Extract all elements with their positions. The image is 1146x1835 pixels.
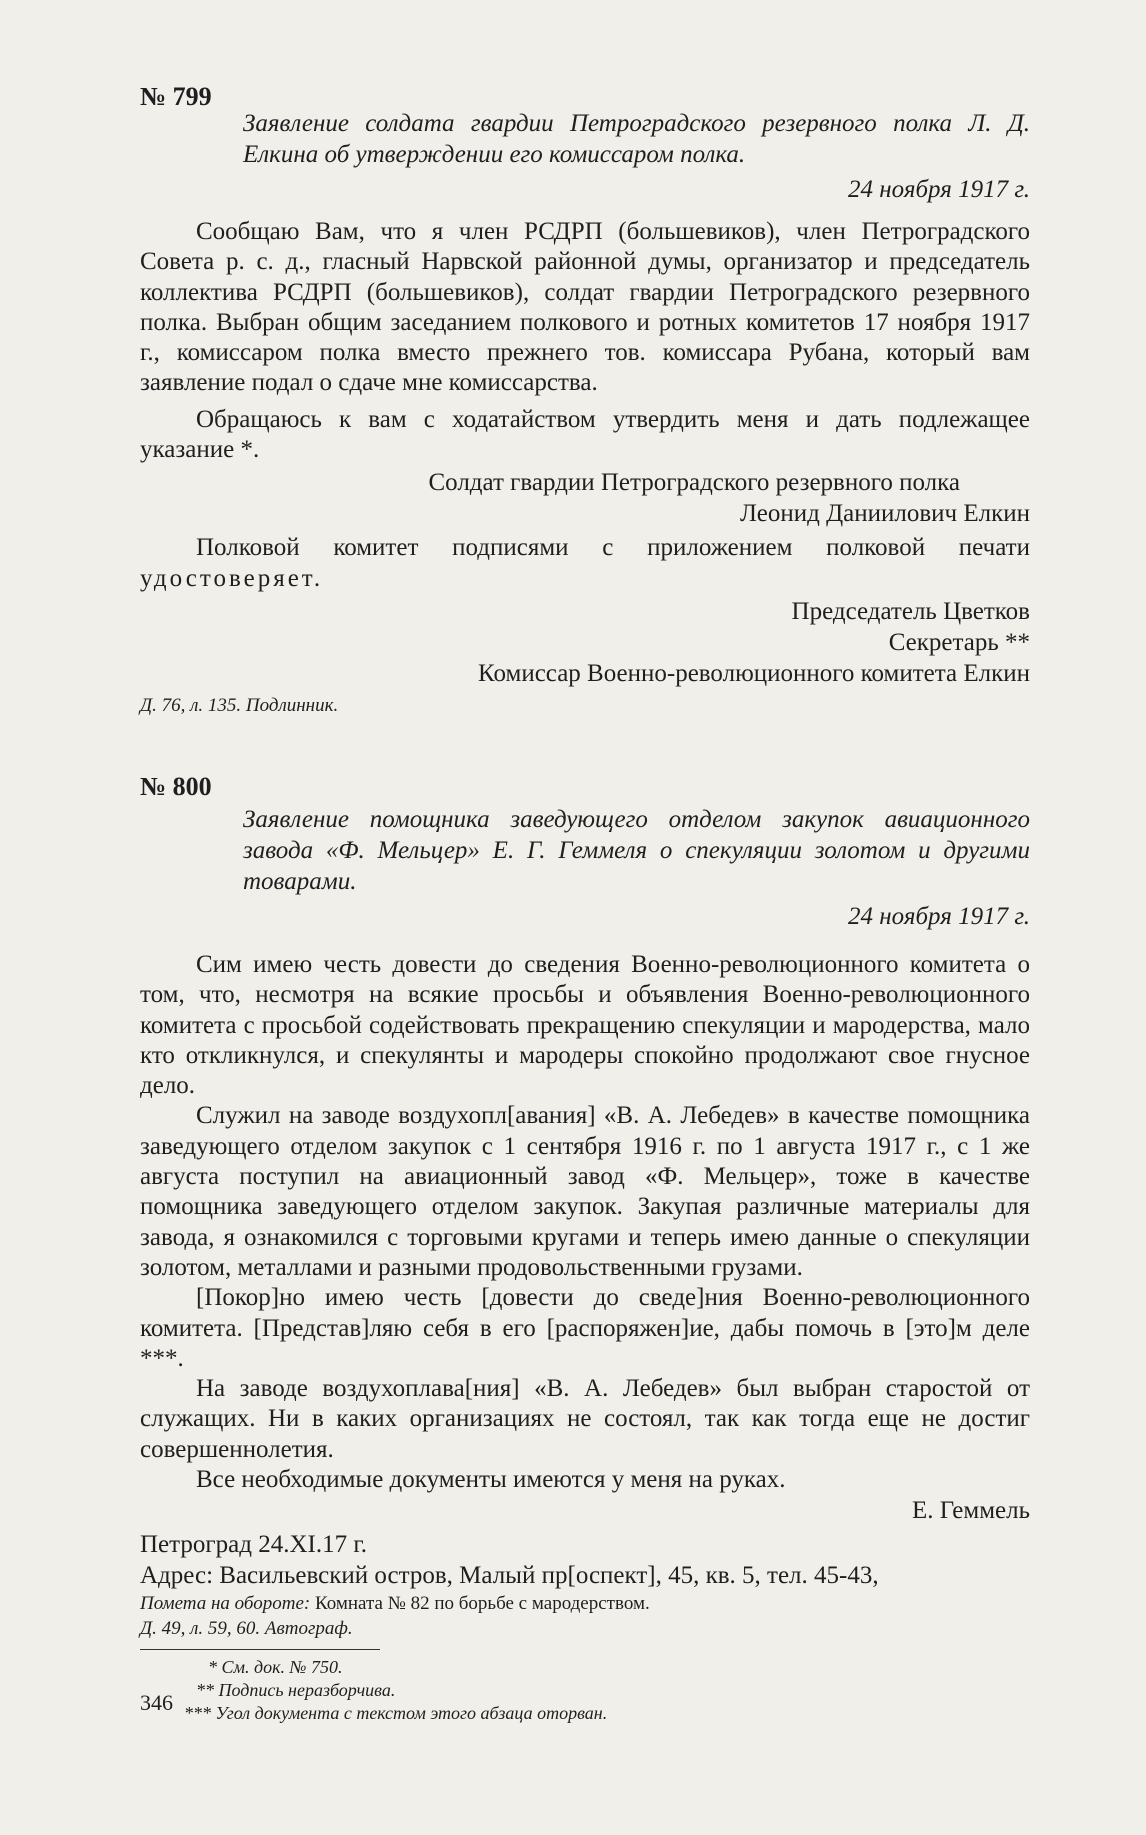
doc-799-paragraph-3-text: Полковой комитет подписями с приложением полковой печати — [196, 534, 1030, 562]
doc-799-date: 24 ноября 1917 г. — [848, 176, 1030, 203]
doc-800-paragraph-5: Все необходимые документы имеются у меня на руках. — [196, 1466, 786, 1494]
doc-800-address: Адрес: Васильевский остров, Малый пр[оспект], 45, кв. 5, тел. 45-43, — [140, 1561, 879, 1589]
doc-799-source: Д. 76, л. 135. Подлинник. — [140, 694, 339, 716]
doc-800-signature: Е. Геммель — [911, 1497, 1030, 1525]
doc-799-paragraph-3 — [140, 533, 1030, 594]
doc-800-note — [140, 1591, 1030, 1616]
doc-799-signature-name: Леонид Даниилович Елкин — [739, 500, 1030, 528]
doc-800-date: 24 ноября 1917 г. — [848, 903, 1030, 930]
doc-799-title: Заявление солдата гвардии Петроградского резервного полка Л. Д. Елкина об утверждении его комиссаром полка. — [243, 110, 1030, 168]
doc-800-title: Заявление помощника заведующего отделом закупок авиационного завода «Ф. Мельцер» Е. Г. Геммеля о спекуляции золотом и другими товарами. — [243, 806, 1030, 895]
footnote-1: * См. док. № 750. — [208, 1656, 343, 1677]
doc-800-number: № 800 — [140, 772, 212, 801]
doc-799-secretary: Секретарь ** — [888, 628, 1030, 656]
doc-800-source: Д. 49, л. 59, 60. Автограф. — [140, 1617, 353, 1639]
footnote-2: ** Подпись неразборчива. — [196, 1679, 396, 1700]
doc-800-paragraph-2: Служил на заводе воздухопл[авания] «В. А. Лебедев» в качестве помощника заведующего отделом закупок с 1 сентября 1916 г. по 1 августа 1917 г., с 1 же августа поступил на авиационный завод «Ф. Мельцер», тоже в качестве помощника заведующего отделом закупок. Закупая различные материалы для завода, я ознакомился с торговыми кругами и теперь имею данные о спекуляции золотом, металлами и разными продовольственными грузами. — [140, 1102, 1030, 1281]
footnote-divider — [140, 1649, 380, 1650]
doc-800-paragraph-1: Сим имею честь довести до сведения Военно-революционного комитета о том, что, несмотря на всякие просьбы и объявления Военно-революционного комитета с просьбой содействовать прекращению спекуляции и мародерства, мало кто откликнулся, и спекулянты и мародеры спокойно продолжают свое гнусное дело. — [140, 951, 1030, 1100]
document-799 — [140, 82, 1030, 718]
doc-799-commissar: Комиссар Военно-революционного комитета Елкин — [478, 659, 1030, 687]
doc-800-paragraph-3: [Покор]но имею честь [довести до сведе]ния Военно-революционного комитета. [Представ]ляю себя в его [распоряжен]ие, дабы помочь в [это]м деле ***. — [140, 1284, 1030, 1372]
doc-800-place-date: Петроград 24.XI.17 г. — [140, 1531, 368, 1559]
doc-800-paragraph-4: На заводе воздухоплава[ния] «В. А. Лебедев» был выбран старостой от служащих. Ни в каких организациях не состоял, так как тогда еще не достиг совершеннолетия. — [140, 1375, 1030, 1463]
doc-799-paragraph-2: Обращаюсь к вам с ходатайством утвердить меня и дать подлежащее указание *. — [140, 405, 1030, 464]
doc-799-chairman: Председатель Цветков — [791, 597, 1030, 625]
doc-800-note-text: Комната № 82 по борьбе с мародерством. — [314, 1592, 650, 1614]
doc-800-note-label: Помета на обороте: — [140, 1592, 311, 1614]
doc-799-paragraph-1: Сообщаю Вам, что я член РСДРП (большевиков), член Петроградского Совета р. с. д., гласный Нарвской районной думы, организатор и председатель коллектива РСДРП (большевиков), солдат гвардии Петроградского резервного полка. Выбран общим заседанием полкового и ротных комитетов 17 ноября 1917 г., комиссаром полка вместо прежнего тов. комиссара Рубана, который вам заявление подал о сдаче мне комиссарства. — [140, 218, 1030, 397]
doc-799-number: № 799 — [140, 82, 212, 111]
page-number: 346 — [140, 1690, 173, 1715]
document-800 — [140, 772, 1030, 1725]
doc-799-paragraph-3-spaced: удостоверяет. — [140, 564, 324, 592]
footnote-3: *** Угол документа с текстом этого абзаца оторван. — [184, 1702, 608, 1723]
doc-799-signature-position: Солдат гвардии Петроградского резервного полка — [428, 469, 960, 497]
